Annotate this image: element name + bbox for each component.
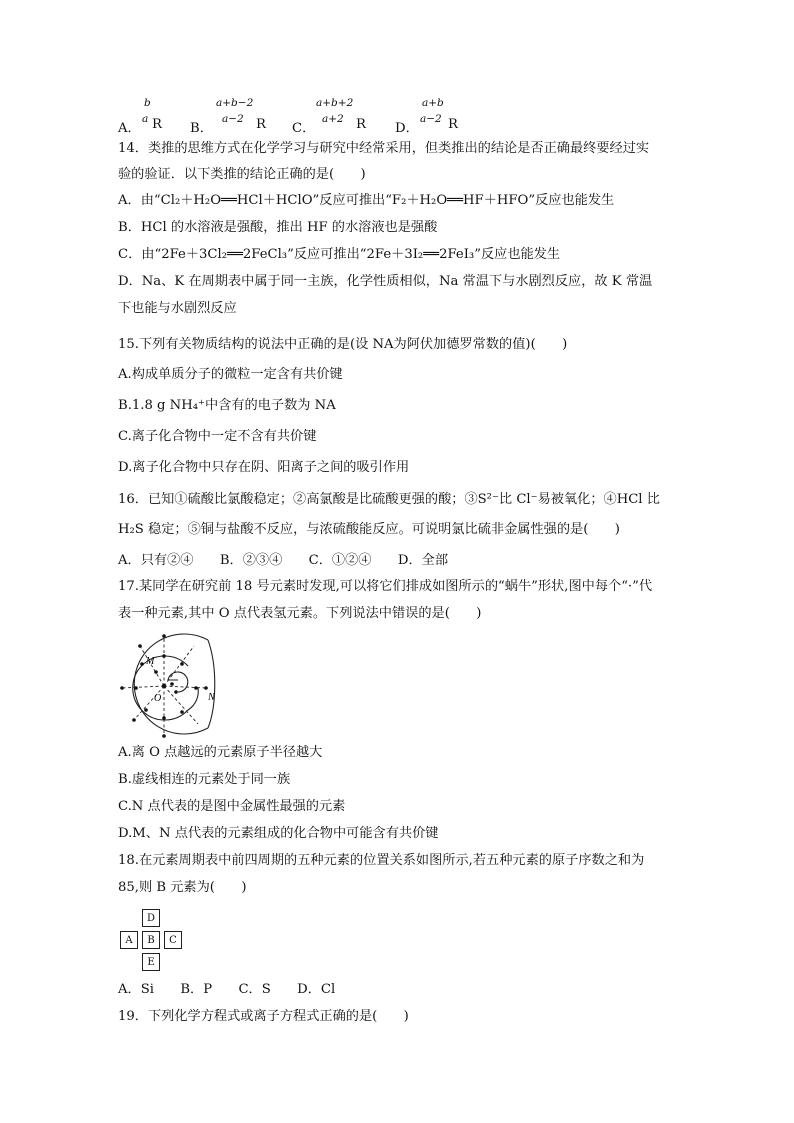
cell-d: D: [142, 909, 160, 927]
q13-option-c-mass: a+b+2: [316, 97, 354, 109]
q14-option-d-line1: D．Na、K 在周期表中属于同一主族，化学性质相似，Na 常温下与水剧烈反应，故 K 常温: [118, 274, 653, 289]
q13-option-a-symbol: R: [152, 117, 162, 132]
snail-periodic-diagram: [112, 628, 224, 738]
q13-option-b-mass: a+b−2: [216, 97, 254, 109]
cell-b: B: [142, 931, 160, 949]
q16-options: A．只有②④ B．②③④ C．①②④ D．全部: [118, 553, 449, 568]
q17-stem-line1: 17.某同学在研究前 18 号元素时发现,可以将它们排成如图所示的“蜗牛”形状,图中每个“·”代: [118, 579, 653, 594]
q18-stem-line1: 18.在元素周期表中前四周期的五种元素的位置关系如图所示,若五种元素的原子序数之和为: [118, 853, 645, 868]
q14-option-c: C．由“2Fe＋3Cl₂══2FeCl₃”反应可推出“2Fe＋3I₂══2FeI₃”反应也能发生: [118, 247, 561, 262]
q13-option-a-mass: b: [144, 97, 151, 109]
q13-option-c-label: C．: [292, 121, 316, 136]
q14-option-b: B．HCl 的水溶液是强酸，推出 HF 的水溶液也是强酸: [118, 220, 438, 235]
spiral-inner: [168, 672, 188, 692]
q14-option-a: A．由“Cl₂＋H₂O══HCl＋HClO”反应可推出“F₂＋H₂O══HF＋HFO”反应也能发生: [118, 193, 615, 208]
spiral-outer-inner: [208, 640, 215, 728]
q13-option-c-number: a+2: [322, 113, 344, 125]
q15-option-b: B.1.8 g NH₄⁺中含有的电子数为 NA: [118, 398, 336, 413]
q13-option-a-label: A．: [118, 121, 141, 136]
q16-stem-line1: 16．已知①硫酸比氯酸稳定；②高氯酸是比硫酸更强的酸；③S²⁻比 Cl⁻易被氧化；④HCl 比: [118, 492, 660, 507]
q13-option-d-symbol: R: [448, 117, 458, 132]
cell-e: E: [142, 953, 160, 971]
q17-option-d: D.M、N 点代表的元素组成的化合物中可能含有共价键: [118, 826, 439, 841]
q14-stem-line1: 14．类推的思维方式在化学学习与研究中经常采用，但类推出的结论是否正确最终要经过实: [118, 141, 650, 156]
q18-stem-line2: 85,则 B 元素为( ): [118, 880, 247, 895]
q19-stem: 19．下列化学方程式或离子方程式正确的是( ): [118, 1009, 409, 1024]
point-o-label: O: [154, 693, 162, 704]
q17-option-a: A.离 O 点越远的元素原子半径越大: [118, 745, 323, 760]
q13-option-d-number: a−2: [420, 113, 442, 125]
q14-stem-line2: 验的验证．以下类推的结论正确的是( ): [118, 167, 366, 182]
q18-options: A．Si B．P C．S D．Cl: [118, 982, 336, 997]
point-m-label: M: [146, 656, 155, 667]
q13-options: [118, 95, 478, 137]
q13-option-d-label: D．: [395, 121, 419, 136]
q17-stem-line2: 表一种元素,其中 O 点代表氢元素。下列说法中错误的是( ): [118, 606, 482, 621]
q17-option-b: B.虚线相连的元素处于同一族: [118, 772, 291, 787]
cell-a: A: [120, 931, 138, 949]
cell-c: C: [164, 931, 182, 949]
q13-option-b-symbol: R: [256, 117, 266, 132]
q13-option-b-number: a−2: [222, 113, 244, 125]
q13-option-a-number: a: [142, 113, 149, 125]
q15-option-d: D.离子化合物中只存在阴、阳离子之间的吸引作用: [118, 460, 410, 475]
q15-stem: 15.下列有关物质结构的说法中正确的是(设 NA为阿伏加德罗常数的值)( ): [118, 337, 568, 352]
q14-option-d-line2: 下也能与水剧烈反应: [118, 301, 237, 316]
q13-option-d-mass: a+b: [422, 97, 444, 109]
q17-option-c: C.N 点代表的是图中金属性最强的元素: [118, 799, 346, 814]
q16-stem-line2: H₂S 稳定；⑤铜与盐酸不反应，与浓硫酸能反应。可说明氯比硫非金属性强的是( ): [118, 522, 620, 537]
q15-option-a: A.构成单质分子的微粒一定含有共价键: [118, 367, 343, 382]
q15-option-c: C.离子化合物中一定不含有共价键: [118, 429, 317, 444]
q13-option-b-label: B．: [190, 121, 213, 136]
point-n-label: N: [208, 692, 215, 703]
q13-option-c-symbol: R: [356, 117, 366, 132]
